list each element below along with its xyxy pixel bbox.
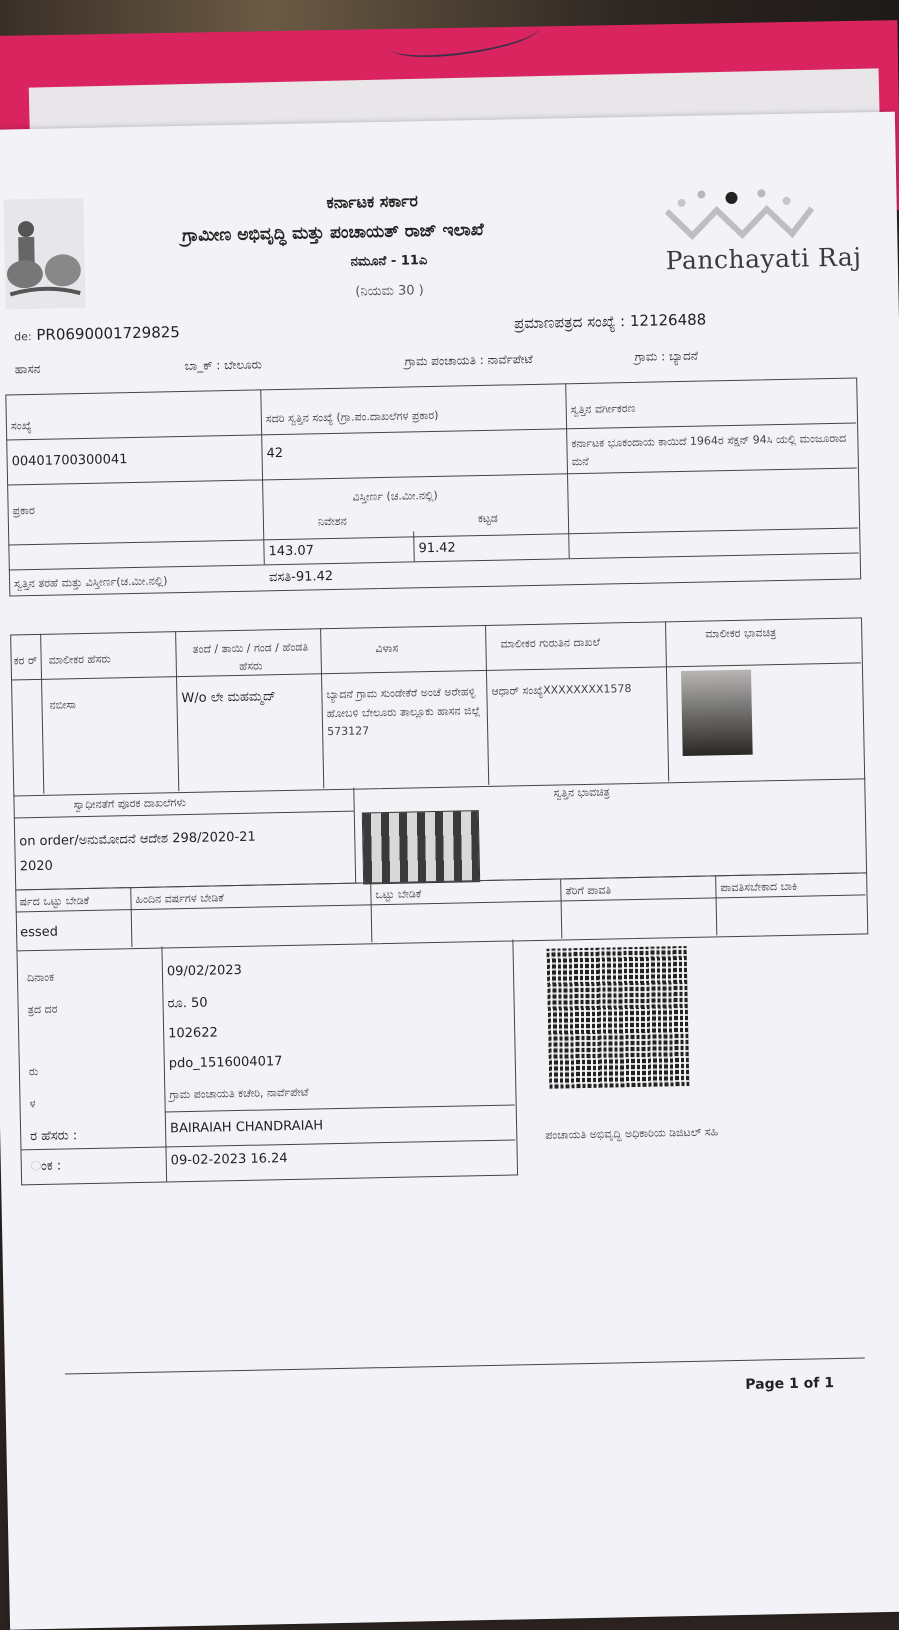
asset-no-label: ಸದರಿ ಸ್ವತ್ತಿನ ಸಂಖ್ಯೆ (ಗ್ರಾ.ಪಂ.ದಾಖಲೆಗಳ ಪ್ರಕಾರ) (265, 408, 439, 426)
department-title: ಗ್ರಾಮೀಣ ಅಭಿವೃದ್ಧಿ ಮತ್ತು ಪಂಚಾಯತ್ ರಾಜ್ ಇಲಾಖೆ (181, 219, 484, 246)
gram-panchayat: ಗ್ರಾಮ ಪಂಚಾಯತಿ : ನಾರ್ವೆಪೇಟೆ (404, 351, 533, 369)
certificate-fee: ರೂ. 50 (167, 995, 208, 1012)
issue-place: ಗ್ರಾಮ ಪಂಚಾಯತಿ ಕಚೇರಿ, ನಾರ್ವೆಪೇಟೆ (169, 1085, 309, 1102)
tax-header-4: ತೆರಿಗೆ ಪಾವತಿ (565, 883, 612, 898)
state-emblem-icon (3, 198, 85, 310)
owner-serial-header: ಕರ ರ್ (13, 653, 38, 668)
usage-label: ಸ್ವತ್ತಿನ ತರಹೆ ಮತ್ತು ವಿಸ್ತೀರ್ಣ(ಚ.ಮೀ.ನಲ್ಲಿ) (13, 574, 168, 591)
classification-value: ಕರ್ನಾಟಕ ಭೂಕಂದಾಯ ಕಾಯಿದೆ 1964ರ ಸೆಕ್ಷನ್ 94ಸಿ ಯಲ್ಲಿ ಮಂಜೂರಾದ ಮನೆ (571, 431, 847, 468)
tax-header-1: ರ್ಷದ ಒಟ್ಟು ಬೇಡಿಕೆ (19, 893, 90, 909)
govt-title: ಕರ್ನಾಟಕ ಸರ್ಕಾರ (326, 191, 419, 213)
site-label: ನಿವೇಶನ (317, 514, 347, 529)
tax-header-5: ಪಾವತಿಸಬೇಕಾದ ಬಾಕಿ (720, 879, 798, 895)
pdo-id: pdo_1516004017 (168, 1054, 283, 1072)
asset-no-value: 42 (266, 445, 284, 462)
page-number: Page 1 of 1 (745, 1375, 835, 1393)
documents-line2: 2020 (19, 858, 54, 875)
issue-label-5: ಳ (29, 1097, 36, 1111)
owner-address: ಬ್ಯಾದನೆ ಗ್ರಾಮ ಸುಂಡೇಕೆರೆ ಅಂಚೆ ಅರೇಹಳ್ಳಿ ಹೋಬಳಿ ಬೇಲೂರು ತಾಲ್ಲೂಕು ಹಾಸನ ಜಿಲ್ಲೆ 573127 (326, 685, 481, 739)
owner-name-header: ಮಾಲೀಕರ ಹೆಸರು (48, 652, 111, 667)
type-label: ಪ್ರಕಾರ (12, 503, 35, 518)
property-id-label: ಸಂಖ್ಯೆ (10, 419, 32, 433)
owner-photo (681, 670, 753, 756)
village: ಗ್ರಾಮ : ಬ್ಯಾದನೆ (634, 348, 699, 364)
documents-label: ಸ್ವಾಧೀನತೆಗೆ ಪೂರಕ ದಾಖಲೆಗಳು (73, 796, 187, 812)
property-code (14, 323, 180, 344)
issue-label-4: ರು (28, 1065, 39, 1079)
owner-name: ನಬೀಸಾ (49, 698, 77, 712)
officer-name: BAIRAIAH CHANDRAIAH (169, 1118, 324, 1137)
tax-header-2: ಹಿಂದಿನ ವರ್ಷಗಳ ಬೇಡಿಕೆ (135, 891, 224, 907)
area-label: ವಿಸ್ತೀರ್ಣ (ಚ.ಮೀ.ನಲ್ಲಿ) (352, 488, 438, 504)
classification-label: ಸ್ವತ್ತಿನ ವರ್ಗೀಕರಣ (570, 401, 636, 417)
logo-text: Panchayati Raj (665, 242, 862, 276)
issue-label-6: ರ ಹೆಸರು : (30, 1128, 78, 1145)
property-id-value: 00401700300041 (11, 452, 128, 470)
photo-header: ಮಾಲೀಕರ ಭಾವಚಿತ್ರ (705, 626, 777, 641)
building-label: ಕಟ್ಟಡ (477, 511, 498, 526)
district: ಹಾಸನ (14, 361, 41, 377)
issue-label-1: ದಿನಾಂಕ (26, 970, 55, 985)
owner-relation: W/o ಲೇ ಮಹಮ್ಮದ್ (181, 689, 276, 707)
taluk: ಬಾ_ಕ್ : ಬೇಲೂರು (184, 357, 263, 373)
id-doc-header: ಮಾಲೀಕರ ಗುರುತಿನ ದಾಖಲೆ (500, 635, 601, 651)
rule-number: (ನಿಯಮ 30 ) (355, 283, 424, 300)
issue-label-7: ಂಕ : (30, 1158, 62, 1175)
signed-timestamp: 09-02-2023 16.24 (170, 1151, 288, 1169)
receipt-no: 102622 (168, 1025, 218, 1042)
site-area: 143.07 (268, 543, 315, 560)
property-photo-label: ಸ್ವತ್ತಿನ ಭಾವಚಿತ್ರ (553, 785, 610, 800)
tax-cell-1: essed (19, 924, 59, 941)
code-value: PR0690001729825 (36, 323, 181, 344)
panchayati-raj-logo-icon (661, 178, 822, 241)
certificate-value: 12126488 (629, 310, 707, 330)
owner-id-doc: ಆಧಾರ್ ಸಂಖ್ಯೆXXXXXXXX1578 (491, 682, 632, 698)
form-number: ನಮೂನೆ - 11ಎ (350, 253, 428, 270)
document-page (0, 112, 899, 1630)
usage-value: ವಸತಿ-91.42 (268, 569, 334, 586)
property-photo (362, 810, 480, 884)
documents-line1: on order/ಅನುಮೋದನೆ ಆದೇಶ 298/2020-21 (19, 829, 256, 850)
issue-label-2: ತ್ರದ ದರ (27, 1002, 58, 1017)
building-area: 91.42 (418, 540, 456, 557)
certificate-number (514, 310, 707, 332)
code-label: de: (14, 330, 32, 344)
relation-header: ತಂದೆ / ತಾಯಿ / ಗಂಡ / ಹೆಂಡತಿ ಹೆಸರು (192, 640, 309, 673)
qr-code (547, 946, 690, 1089)
tax-header-3: ಒಟ್ಟು ಬೇಡಿಕೆ (375, 887, 422, 902)
address-header: ವಿಳಾಸ (375, 641, 399, 656)
issue-date: 09/02/2023 (166, 962, 243, 980)
certificate-label: ಪ್ರಮಾಣಪತ್ರದ ಸಂಖ್ಯೆ : (513, 312, 626, 333)
digital-signature-label: ಪಂಚಾಯತಿ ಅಭಿವೃದ್ಧಿ ಅಧಿಕಾರಿಯ ಡಿಜಿಟಲ್ ಸಹಿ (545, 1125, 719, 1142)
